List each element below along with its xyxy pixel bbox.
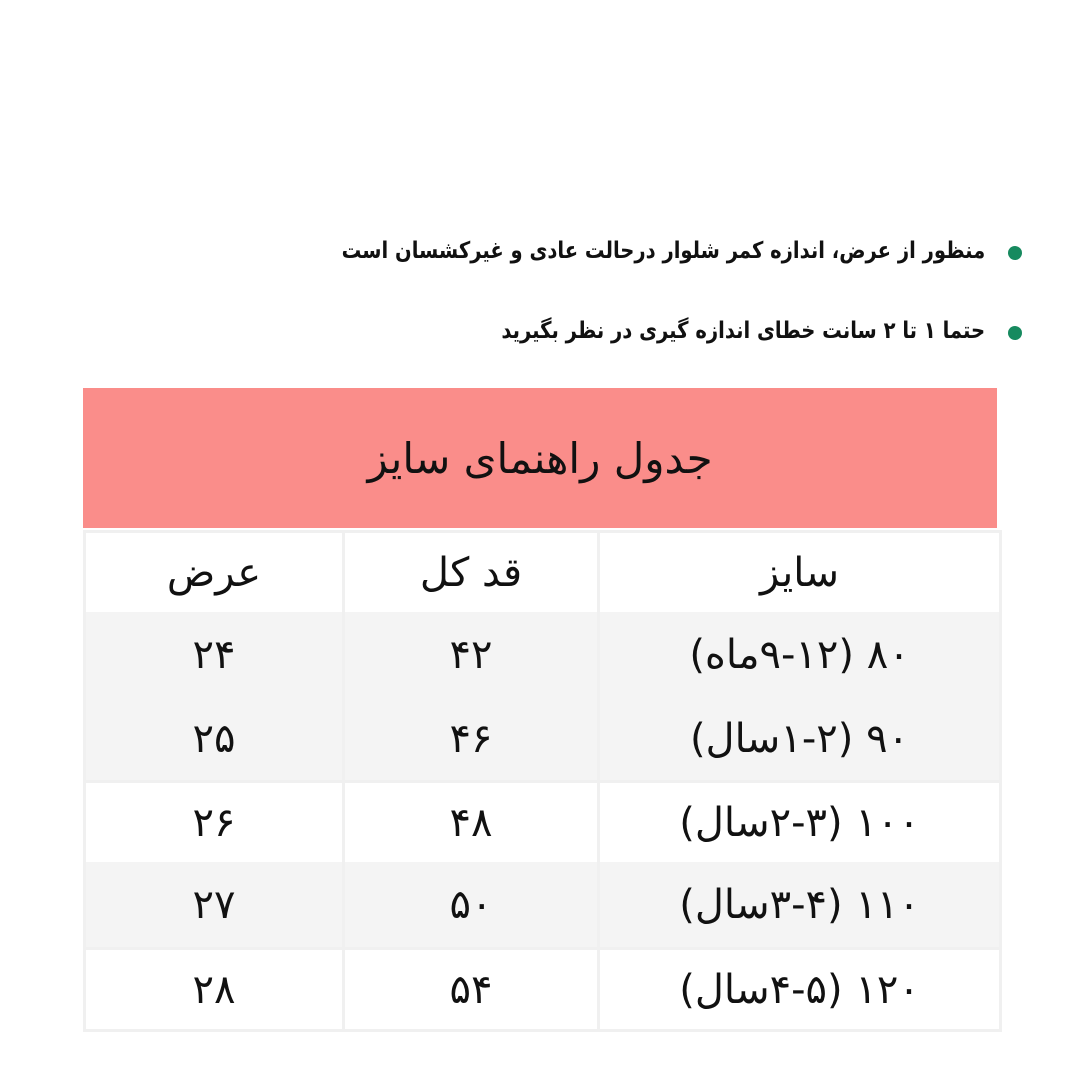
cell-size: ۱۰۰ (۲-۳سال) (597, 780, 999, 862)
cell-width: ۲۸ (83, 947, 342, 1029)
cell-length: ۵۰ (342, 862, 597, 947)
cell-width: ۲۶ (83, 780, 342, 862)
cell-width: ۲۵ (83, 697, 342, 780)
table-row (83, 947, 999, 1029)
cell-size: ۹۰ (۱-۲سال) (597, 697, 999, 780)
cell-size: ۱۲۰ (۴-۵سال) (597, 947, 999, 1029)
note-waist-width: منظور از عرض، اندازه کمر شلوار درحالت عادی و غیرکشسان است (341, 238, 985, 264)
table-header-row (83, 530, 999, 612)
table-row (83, 612, 999, 697)
cell-width: ۲۴ (83, 612, 342, 697)
cell-length: ۵۴ (342, 947, 597, 1029)
cell-width: ۲۷ (83, 862, 342, 947)
header-size: سایز (597, 530, 999, 612)
cell-size: ۸۰ (۹-۱۲ماه) (597, 612, 999, 697)
note-measurement-error: حتما ۱ تا ۲ سانت خطای اندازه گیری در نظر بگیرید (501, 318, 985, 344)
table-row (83, 780, 999, 862)
header-length: قد کل (342, 530, 597, 612)
header-width: عرض (83, 530, 342, 612)
table-title: جدول راهنمای سایز (83, 388, 997, 528)
cell-length: ۴۸ (342, 780, 597, 862)
bullet-icon (1008, 326, 1022, 340)
bullet-icon (1008, 246, 1022, 260)
table-row (83, 697, 999, 780)
cell-length: ۴۶ (342, 697, 597, 780)
cell-length: ۴۲ (342, 612, 597, 697)
cell-size: ۱۱۰ (۳-۴سال) (597, 862, 999, 947)
size-table (83, 530, 1002, 1032)
table-row (83, 862, 999, 947)
